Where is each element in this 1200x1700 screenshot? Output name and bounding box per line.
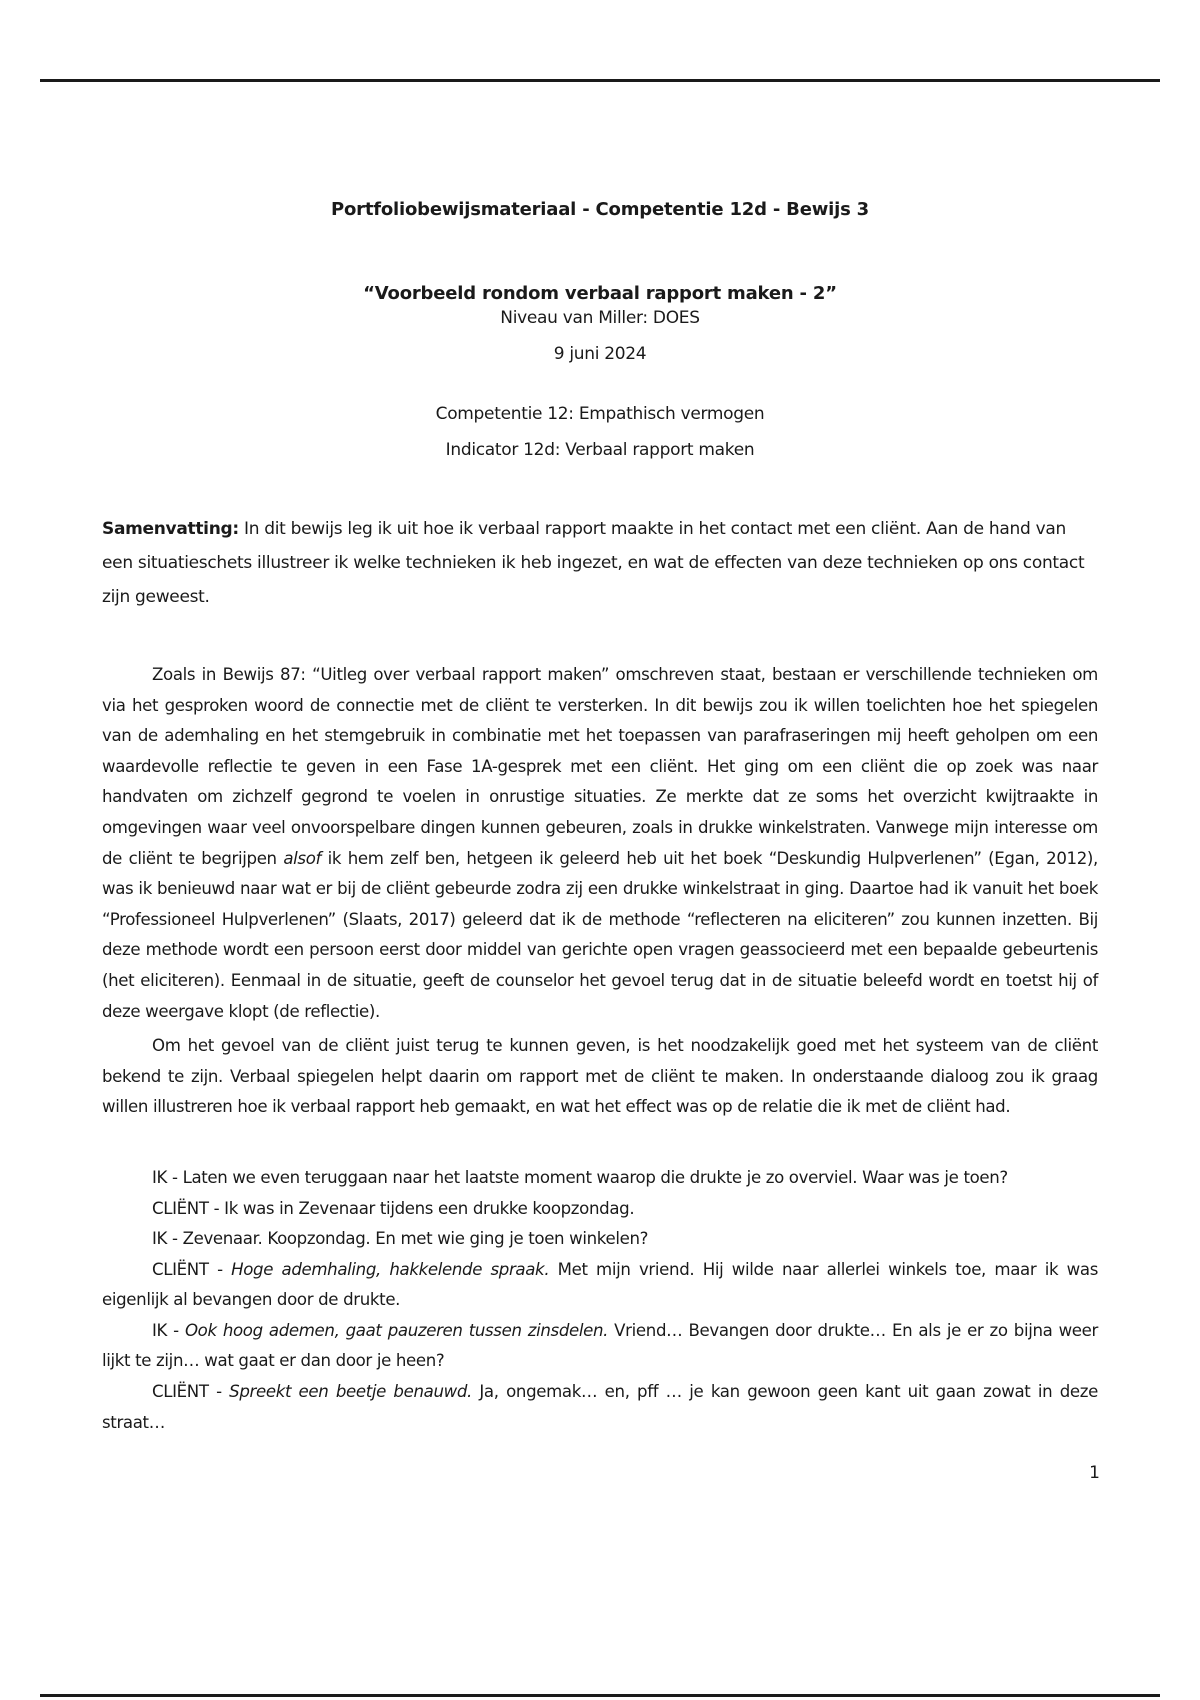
dialogue-text: Ja, ongemak… en, pff … je kan gewoon geen kant uit gaan zowat in deze straat… (102, 1382, 1098, 1432)
dialogue-stage-direction: Ook hoog ademen, gaat pauzeren tussen zinsdelen. (184, 1320, 609, 1340)
dialogue-text: Met mijn vriend. Hij wilde naar allerlei winkels toe, maar ik was eigenlijk al bevangen door de drukte. (102, 1259, 1098, 1310)
competence-line: Competentie 12: Empathisch vermogen (435, 404, 765, 424)
summary-label: Samenvatting: (102, 519, 239, 539)
dialogue-speaker: CLIËNT - (152, 1382, 230, 1402)
body-paragraph-1-italic: alsof (283, 848, 321, 868)
dialogue-stage-direction: Hoge ademhaling, hakkelende spraak. (231, 1259, 550, 1279)
body-paragraph-2: Om het gevoel van de cliënt juist terug te kunnen geven, is het noodzakelijk goed met het systeem van de cliënt bekend te zijn. Verbaal spiegelen helpt daarin om rapport met de cliënt te maken. In onderstaande dialoog zou ik graag willen illustreren hoe ik verbaal rapport heb gemaakt, en wat het effect was op de relatie die ik met de cliënt had. (102, 1036, 1098, 1117)
body-paragraph-1-part-b: ik hem zelf ben, hetgeen ik geleerd heb uit het boek “Deskundig Hulpverlenen” (Egan, 2012), was ik benieuwd naar wat er bij de cliënt gebeurde zodra zij een drukke winkelstraat in ging. Daartoe had ik vanuit het boek “Professioneel Hulpverlenen” (Slaats, 2017) geleerd dat ik de methode “reflecteren na eliciteren” zou kunnen inzetten. Bij deze methode wordt een persoon eerst door middel van gerichte open vragen geassocieerd met een bepaalde gebeurtenis (het eliciteren). Eenmaal in de situatie, geeft de counselor het gevoel terug dat in de situatie beleefd wordt en toetst hij of deze weergave klopt (de reflectie). (102, 848, 1098, 1021)
summary (102, 512, 1098, 614)
dialogue-speaker: IK - (152, 1167, 183, 1187)
document-subtitle: “Voorbeeld rondom verbaal rapport maken - 2” (363, 283, 837, 304)
dialogue-text: Ik was in Zevenaar tijdens een drukke koopzondag. (224, 1198, 635, 1218)
dialogue-speaker: IK - (152, 1320, 185, 1340)
top-rule (40, 79, 1160, 82)
body-paragraph-1 (102, 660, 1098, 1027)
dialogue-line (102, 1163, 1098, 1194)
dialogue-text: Laten we even teruggaan naar het laatste moment waarop die drukte je zo overviel. Waar was je toen? (182, 1167, 1008, 1187)
dialogue-speaker: CLIËNT - (152, 1259, 232, 1279)
page-number: 1 (1089, 1463, 1100, 1483)
summary-text: In dit bewijs leg ik uit hoe ik verbaal rapport maakte in het contact met een cliënt. Aan de hand van een situatieschets illustreer ik welke technieken ik heb ingezet, en wat de effecten van deze technieken op ons contact zijn geweest. (102, 519, 1085, 607)
miller-level: Niveau van Miller: DOES (500, 308, 700, 328)
dialogue-stage-direction: Spreekt een beetje benauwd. (229, 1382, 472, 1402)
dialogue (102, 1163, 1098, 1438)
dialogue-line (102, 1316, 1098, 1377)
dialogue-line (102, 1377, 1098, 1438)
document-title: Portfoliobewijsmateriaal - Competentie 12d - Bewijs 3 (331, 199, 869, 220)
dialogue-line (102, 1255, 1098, 1316)
body-paragraph-1-part-a: Zoals in Bewijs 87: “Uitleg over verbaal rapport maken” omschreven staat, bestaan er verschillende technieken om via het gesproken woord de connectie met de cliënt te versterken. In dit bewijs zou ik willen toelichten hoe het spiegelen van de ademhaling en het stemgebruik in combinatie met het toepassen van parafraseringen mij heeft geholpen om een waardevolle reflectie te geven in een Fase 1A-gesprek met een cliënt. Het ging om een cliënt die op zoek was naar handvaten om zichzelf gegrond te voelen in onrustige situaties. Ze merkte dat ze soms het overzicht kwijtraakte in omgevingen waar veel onvoorspelbare dingen kunnen gebeuren, zoals in drukke winkelstraten. Vanwege mijn interesse om de cliënt te begrijpen (102, 665, 1098, 868)
dialogue-text: Vriend… Bevangen door drukte… En als je er zo bijna weer lijkt te zijn… wat gaat er dan door je heen? (102, 1320, 1098, 1371)
dialogue-speaker: IK - (152, 1229, 183, 1249)
dialogue-line (102, 1224, 1098, 1255)
dialogue-speaker: CLIËNT - (152, 1198, 225, 1218)
document-page (102, 198, 1098, 1438)
indicator-line: Indicator 12d: Verbaal rapport maken (445, 440, 755, 460)
bottom-rule (40, 1694, 1160, 1697)
dialogue-text: Zevenaar. Koopzondag. En met wie ging je toen winkelen? (182, 1229, 649, 1249)
dialogue-line (102, 1194, 1098, 1225)
document-date: 9 juni 2024 (553, 344, 647, 364)
